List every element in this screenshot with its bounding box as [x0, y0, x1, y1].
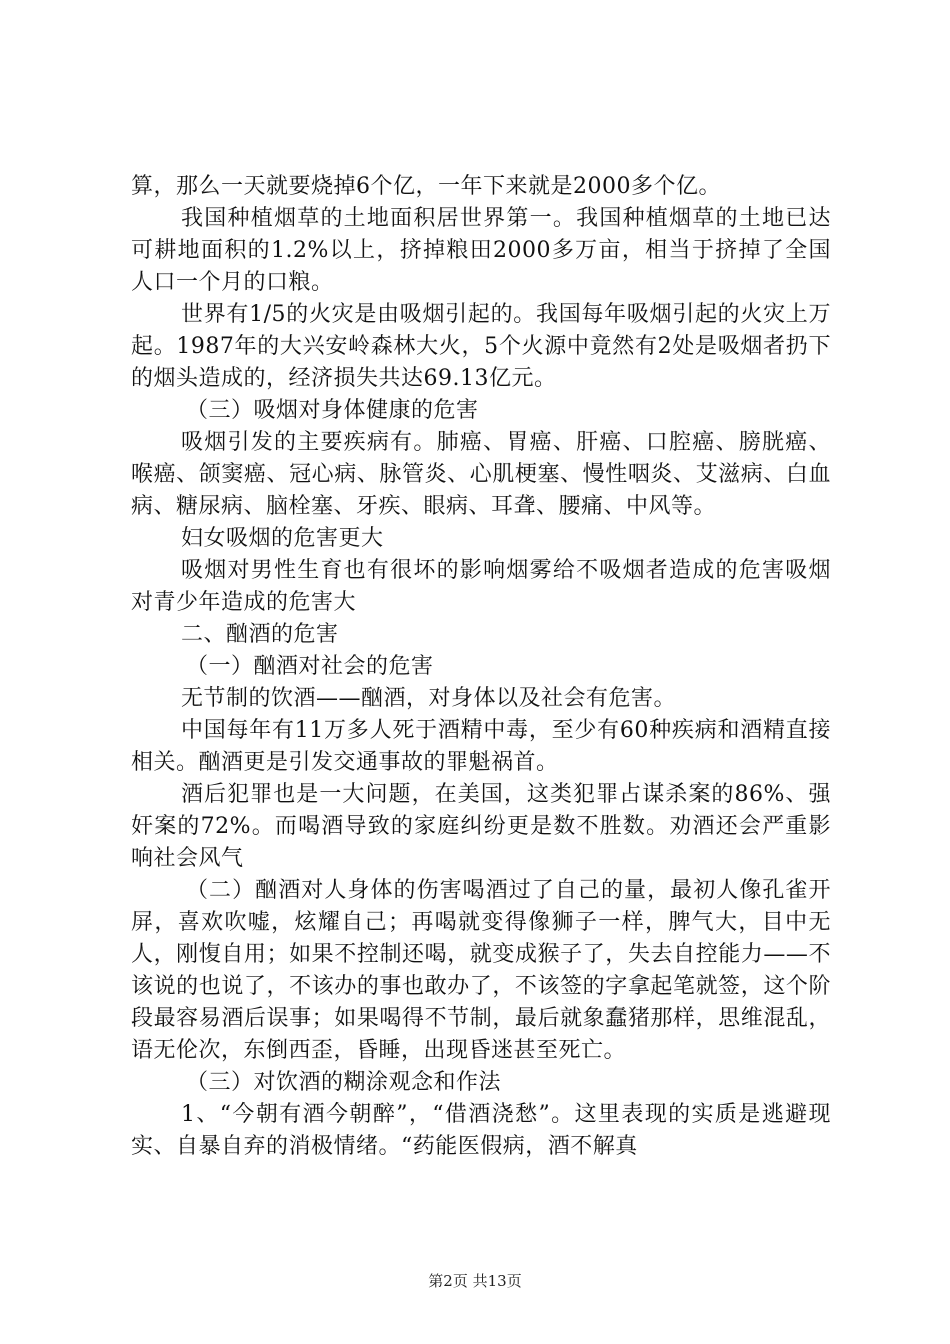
paragraph-1: 算，那么一天就要烧掉6个亿，一年下来就是2000多个亿。	[131, 174, 721, 199]
paragraph-alcohol-deaths: 中国每年有11万多人死于酒精中毒，至少有60种疾病和酒精直接相关。酗酒更是引发交通事故的罪魁祸首。	[131, 718, 831, 775]
paragraph-smoking-effects: 吸烟对男性生育也有很坏的影响烟雾给不吸烟者造成的危害吸烟对青少年造成的危害大	[131, 558, 831, 615]
page-footer	[0, 1271, 950, 1291]
paragraph-3: 世界有1/5的火灾是由吸烟引起的。我国每年吸烟引起的火灾上万起。1987年的大兴安岭森林大火，5个火源中竟然有2处是吸烟者扔下的烟头造成的，经济损失共达69.13亿元。	[131, 302, 831, 391]
paragraph-alcohol-body-harm: （二）酗酒对人身体的伤害喝酒过了自己的量，最初人像孔雀开屏，喜欢吹嘘，炫耀自己；再喝就变得像狮子一样，脾气大，目中无人，刚愎自用；如果不控制还喝，就变成猴子了，失去自控能力——不该说的也说了，不该办的事也敢办了，不该签的字拿起笔就签，这个阶段最容易酒后误事；如果喝得不节制，最后就象蠢猪那样，思维混乱，语无伦次，东倒西歪，昏睡，出现昏迷甚至死亡。	[131, 878, 831, 1063]
paragraph-women-smoking: 妇女吸烟的危害更大	[181, 526, 384, 551]
paragraph-alcohol-crime: 酒后犯罪也是一大问题，在美国，这类犯罪占谋杀案的86%、强奸案的72%。而喝酒导致的家庭纠纷更是数不胜数。劝酒还会严重影响社会风气	[131, 782, 831, 871]
paragraph-2: 我国种植烟草的土地面积居世界第一。我国种植烟草的土地已达可耕地面积的1.2%以上，挤掉粮田2000多万亩，相当于挤掉了全国人口一个月的口粮。	[131, 206, 831, 295]
section-heading-smoking-health: （三）吸烟对身体健康的危害	[186, 398, 479, 423]
paragraph-misconception-1: 1、“今朝有酒今朝醉”，“借酒浇愁”。这里表现的实质是逃避现实、自暴自弃的消极情绪。“药能医假病，酒不解真	[131, 1102, 831, 1159]
section-heading-alcohol-society: （一）酗酒对社会的危害	[186, 654, 434, 679]
section-heading-alcohol: 二、酗酒的危害	[181, 622, 339, 647]
section-heading-alcohol-misconceptions: （三）对饮酒的糊涂观念和作法	[186, 1070, 502, 1095]
document-body	[131, 171, 831, 1163]
paragraph-diseases: 吸烟引发的主要疾病有。肺癌、胃癌、肝癌、口腔癌、膀胱癌、喉癌、颌窦癌、冠心病、脉管炎、心肌梗塞、慢性咽炎、艾滋病、白血病、糖尿病、脑栓塞、牙疾、眼病、耳聋、腰痛、中风等。	[131, 430, 831, 519]
page-number-label: 第2页 共13页	[428, 1272, 522, 1290]
paragraph-alcohol-definition: 无节制的饮酒——酗酒，对身体以及社会有危害。	[181, 686, 677, 711]
